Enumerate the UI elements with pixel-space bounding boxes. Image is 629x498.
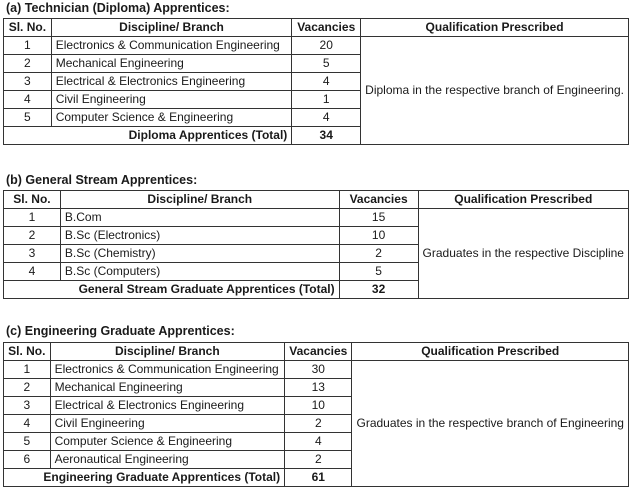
vacancies-cell: 2 [285, 451, 352, 469]
header-vacancies: Vacancies [339, 191, 418, 209]
header-vacancies: Vacancies [285, 343, 352, 361]
discipline-cell: Electronics & Communication Engineering [50, 361, 285, 379]
total-value: 32 [339, 281, 418, 299]
header-sl-no: Sl. No. [4, 19, 52, 37]
vacancies-cell: 5 [292, 55, 361, 73]
sl-no-cell: 5 [4, 433, 51, 451]
section-a-table [3, 18, 629, 145]
discipline-cell: B.Com [60, 209, 339, 227]
qualification-cell: Graduates in the respective Discipline [418, 209, 628, 299]
section-c-title: (c) Engineering Graduate Apprentices: [6, 324, 235, 338]
discipline-cell: B.Sc (Chemistry) [60, 245, 339, 263]
sl-no-cell: 5 [4, 109, 52, 127]
discipline-cell: Electronics & Communication Engineering [51, 37, 292, 55]
sl-no-cell: 4 [4, 415, 51, 433]
discipline-cell: Computer Science & Engineering [51, 109, 292, 127]
sl-no-cell: 4 [4, 263, 61, 281]
discipline-cell: Aeronautical Engineering [50, 451, 285, 469]
vacancies-cell: 15 [339, 209, 418, 227]
total-label: Diploma Apprentices (Total) [4, 127, 292, 145]
header-discipline: Discipline/ Branch [60, 191, 339, 209]
header-qualification: Qualification Prescribed [418, 191, 628, 209]
vacancies-cell: 4 [292, 73, 361, 91]
header-qualification: Qualification Prescribed [361, 19, 629, 37]
header-vacancies: Vacancies [292, 19, 361, 37]
sl-no-cell: 6 [4, 451, 51, 469]
sl-no-cell: 3 [4, 397, 51, 415]
table-row [4, 37, 629, 55]
table-header-row [4, 191, 629, 209]
sl-no-cell: 2 [4, 227, 61, 245]
discipline-cell: Civil Engineering [51, 91, 292, 109]
discipline-cell: Computer Science & Engineering [50, 433, 285, 451]
sl-no-cell: 3 [4, 245, 61, 263]
discipline-cell: Mechanical Engineering [51, 55, 292, 73]
vacancies-cell: 13 [285, 379, 352, 397]
discipline-cell: B.Sc (Computers) [60, 263, 339, 281]
qualification-cell: Diploma in the respective branch of Engineering. [361, 37, 629, 145]
table-row [4, 209, 629, 227]
sl-no-cell: 3 [4, 73, 52, 91]
section-b-table [3, 190, 629, 299]
vacancies-cell: 30 [285, 361, 352, 379]
qualification-cell: Graduates in the respective branch of Engineering [352, 361, 629, 487]
discipline-cell: B.Sc (Electronics) [60, 227, 339, 245]
total-label: General Stream Graduate Apprentices (Total) [4, 281, 340, 299]
section-a-title: (a) Technician (Diploma) Apprentices: [6, 1, 230, 15]
header-discipline: Discipline/ Branch [51, 19, 292, 37]
vacancies-cell: 4 [285, 433, 352, 451]
sl-no-cell: 4 [4, 91, 52, 109]
table-header-row [4, 19, 629, 37]
vacancies-cell: 2 [339, 245, 418, 263]
discipline-cell: Electrical & Electronics Engineering [50, 397, 285, 415]
total-label: Engineering Graduate Apprentices (Total) [4, 469, 285, 487]
sl-no-cell: 1 [4, 361, 51, 379]
vacancies-cell: 20 [292, 37, 361, 55]
discipline-cell: Civil Engineering [50, 415, 285, 433]
discipline-cell: Electrical & Electronics Engineering [51, 73, 292, 91]
header-sl-no: Sl. No. [4, 343, 51, 361]
table-header-row [4, 343, 629, 361]
header-discipline: Discipline/ Branch [50, 343, 285, 361]
total-value: 34 [292, 127, 361, 145]
section-b-title: (b) General Stream Apprentices: [6, 173, 198, 187]
vacancies-cell: 4 [292, 109, 361, 127]
vacancies-cell: 1 [292, 91, 361, 109]
vacancies-cell: 10 [339, 227, 418, 245]
vacancies-cell: 5 [339, 263, 418, 281]
sl-no-cell: 2 [4, 379, 51, 397]
section-c-table [3, 342, 629, 487]
header-qualification: Qualification Prescribed [352, 343, 629, 361]
sl-no-cell: 1 [4, 37, 52, 55]
header-sl-no: Sl. No. [4, 191, 61, 209]
vacancies-cell: 2 [285, 415, 352, 433]
table-row [4, 361, 629, 379]
vacancies-cell: 10 [285, 397, 352, 415]
sl-no-cell: 1 [4, 209, 61, 227]
sl-no-cell: 2 [4, 55, 52, 73]
total-value: 61 [285, 469, 352, 487]
discipline-cell: Mechanical Engineering [50, 379, 285, 397]
